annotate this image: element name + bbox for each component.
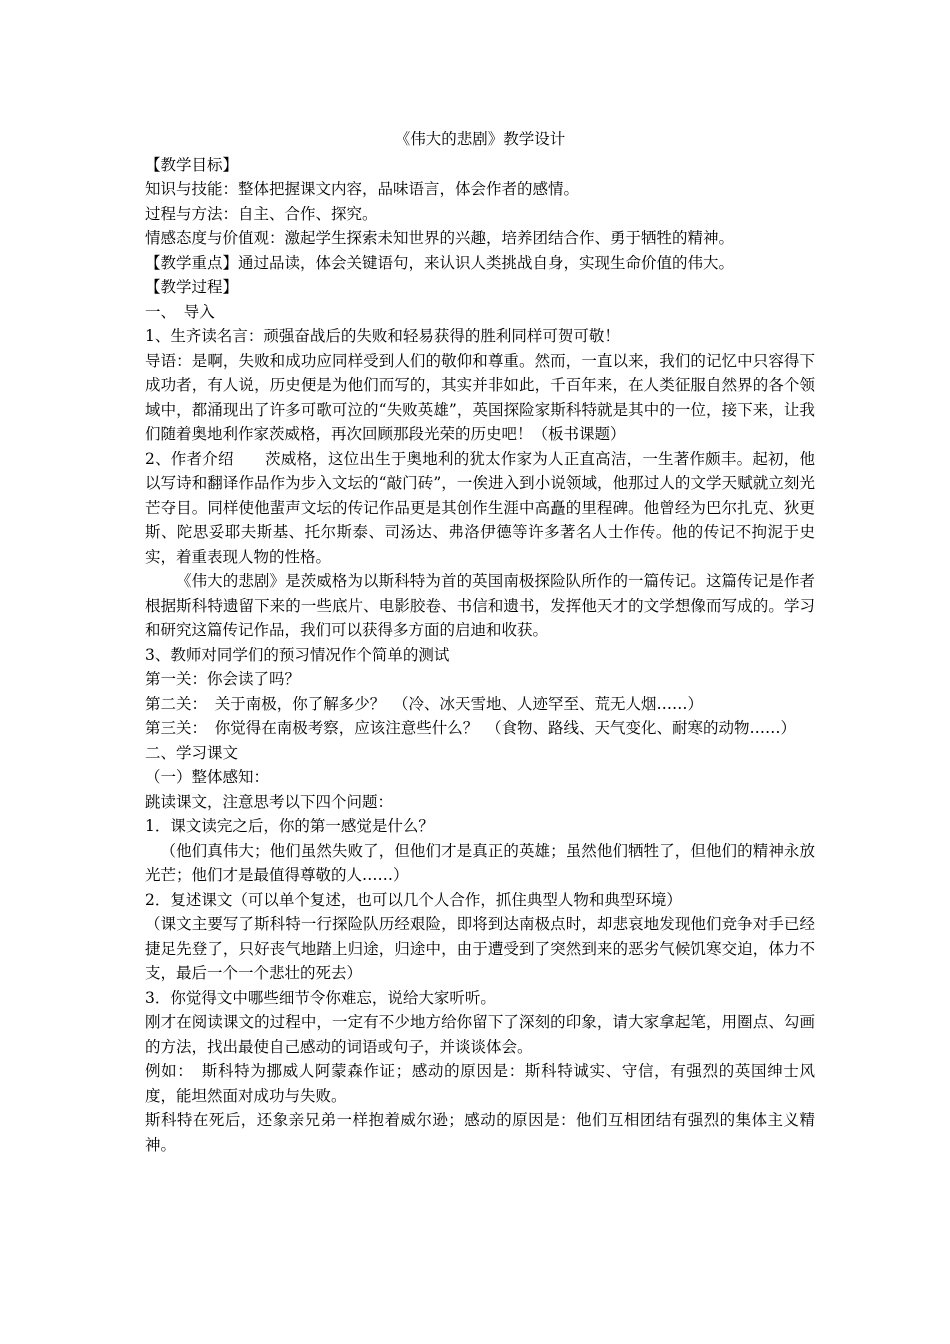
document-body [145, 127, 815, 1157]
example-1: 例如： 斯科特为挪威人阿蒙森作证；感动的原因是：斯科特诚实、守信，有强烈的英国绅士风度，能坦然面对成功与失败。 [145, 1062, 815, 1105]
paragraph-work-intro: 《伟大的悲剧》是茨威格为以斯科特为首的英国南极探险队所作的一篇传记。这篇传记是作者根据斯科特遗留下来的一些底片、电影胶卷、书信和遗书，发挥他天才的文学想像而写成的。学习和研究这篇传记作品，我们可以获得多方面的启迪和收获。 [145, 572, 815, 639]
objective-knowledge: 知识与技能：整体把握课文内容，品味语言，体会作者的感情。 [145, 180, 580, 198]
question-2: 2．复述课文（可以单个复述，也可以几个人合作，抓住典型人物和典型环境） [145, 890, 682, 909]
section-study-text: 二、学习课文 [145, 743, 239, 762]
objective-process: 过程与方法：自主、合作、探究。 [145, 204, 378, 223]
question-1: 1．课文读完之后，你的第一感觉是什么？ [145, 817, 434, 835]
paragraph-instruction: 刚才在阅读课文的过程中，一定有不少地方给你留下了深刻的印象，请大家拿起笔，用圈点、勾画的方法，找出最使自己感动的词语或句子，并谈谈体会。 [145, 1013, 815, 1056]
heading-key-points: 【教学重点】通过品读，体会关键语句，来认识人类挑战自身，实现生命价值的伟大。 [145, 253, 735, 272]
step-read-quote: 1、生齐读名言：顽强奋战后的失败和轻易获得的胜利同样可贺可敬！ [145, 327, 620, 345]
objective-attitude: 情感态度与价值观：激起学生探索未知世界的兴趣，培养团结合作、勇于牺牲的精神。 [145, 229, 735, 247]
answer-1: （他们真伟大；他们虽然失败了，但他们才是真正的英雄；虽然他们牺牲了，但他们的精神永放光芒；他们才是最值得尊敬的人……） [145, 841, 815, 884]
test-level-1: 第一关：你会读了吗？ [145, 670, 301, 688]
instruction-skim: 跳读课文，注意思考以下四个问题： [145, 792, 394, 811]
paragraph-author-intro: 2、作者介绍 茨威格，这位出生于奥地利的犹太作家为人正直高洁，一生著作颇丰。起初，他以写诗和翻译作品作为步入文坛的“敲门砖”，一俟进入到小说领域，他那过人的文学天赋就立刻光芒夺目。同样使他蜚声文坛的传记作品更是其创作生涯中高矗的里程碑。他曾经为巴尔扎克、狄更斯、陀思妥耶夫斯基、托尔斯泰、司汤达、弗洛伊德等许多著名人士作传。他的传记不拘泥于史实，着重表现人物的性格。 [145, 449, 815, 566]
test-level-2: 第二关： 关于南极，你了解多少？ （冷、冰天雪地、人迹罕至、荒无人烟……） [145, 694, 704, 713]
heading-process: 【教学过程】 [145, 278, 239, 296]
step-preview-test: 3、教师对同学们的预习情况作个简单的测试 [145, 645, 450, 664]
heading-objectives: 【教学目标】 [145, 155, 239, 174]
paragraph-lead-in: 导语：是啊，失败和成功应同样受到人们的敬仰和尊重。然而，一直以来，我们的记忆中只容得下成功者，有人说，历史便是为他们而写的，其实并非如此，千百年来，在人类征服自然界的各个领域中，都涌现出了许多可歌可泣的“失败英雄”，英国探险家斯科特就是其中的一位，接下来，让我们随着奥地利作家茨威格，再次回顾那段光荣的历史吧！（板书课题） [145, 351, 815, 443]
example-2: 斯科特在死后，还象亲兄弟一样抱着威尔逊；感动的原因是：他们互相团结有强烈的集体主义精神。 [145, 1111, 815, 1154]
document-title: 《伟大的悲剧》教学设计 [394, 130, 566, 148]
section-introduction: 一、 导入 [145, 302, 215, 321]
answer-2: （课文主要写了斯科特一行探险队历经艰险，即将到达南极点时，却悲哀地发现他们竞争对手已经捷足先登了，只好丧气地踏上归途，归途中，由于遭受到了突然到来的恶劣气候饥寒交迫，体力不支，最后一个一个悲壮的死去） [145, 915, 815, 982]
question-3: 3．你觉得文中哪些细节令你难忘，说给大家听听。 [145, 988, 496, 1007]
test-level-3: 第三关： 你觉得在南极考察，应该注意些什么？ （食物、路线、天气变化、耐寒的动物……） [145, 719, 797, 737]
subsection-overall: （一）整体感知： [145, 768, 270, 786]
